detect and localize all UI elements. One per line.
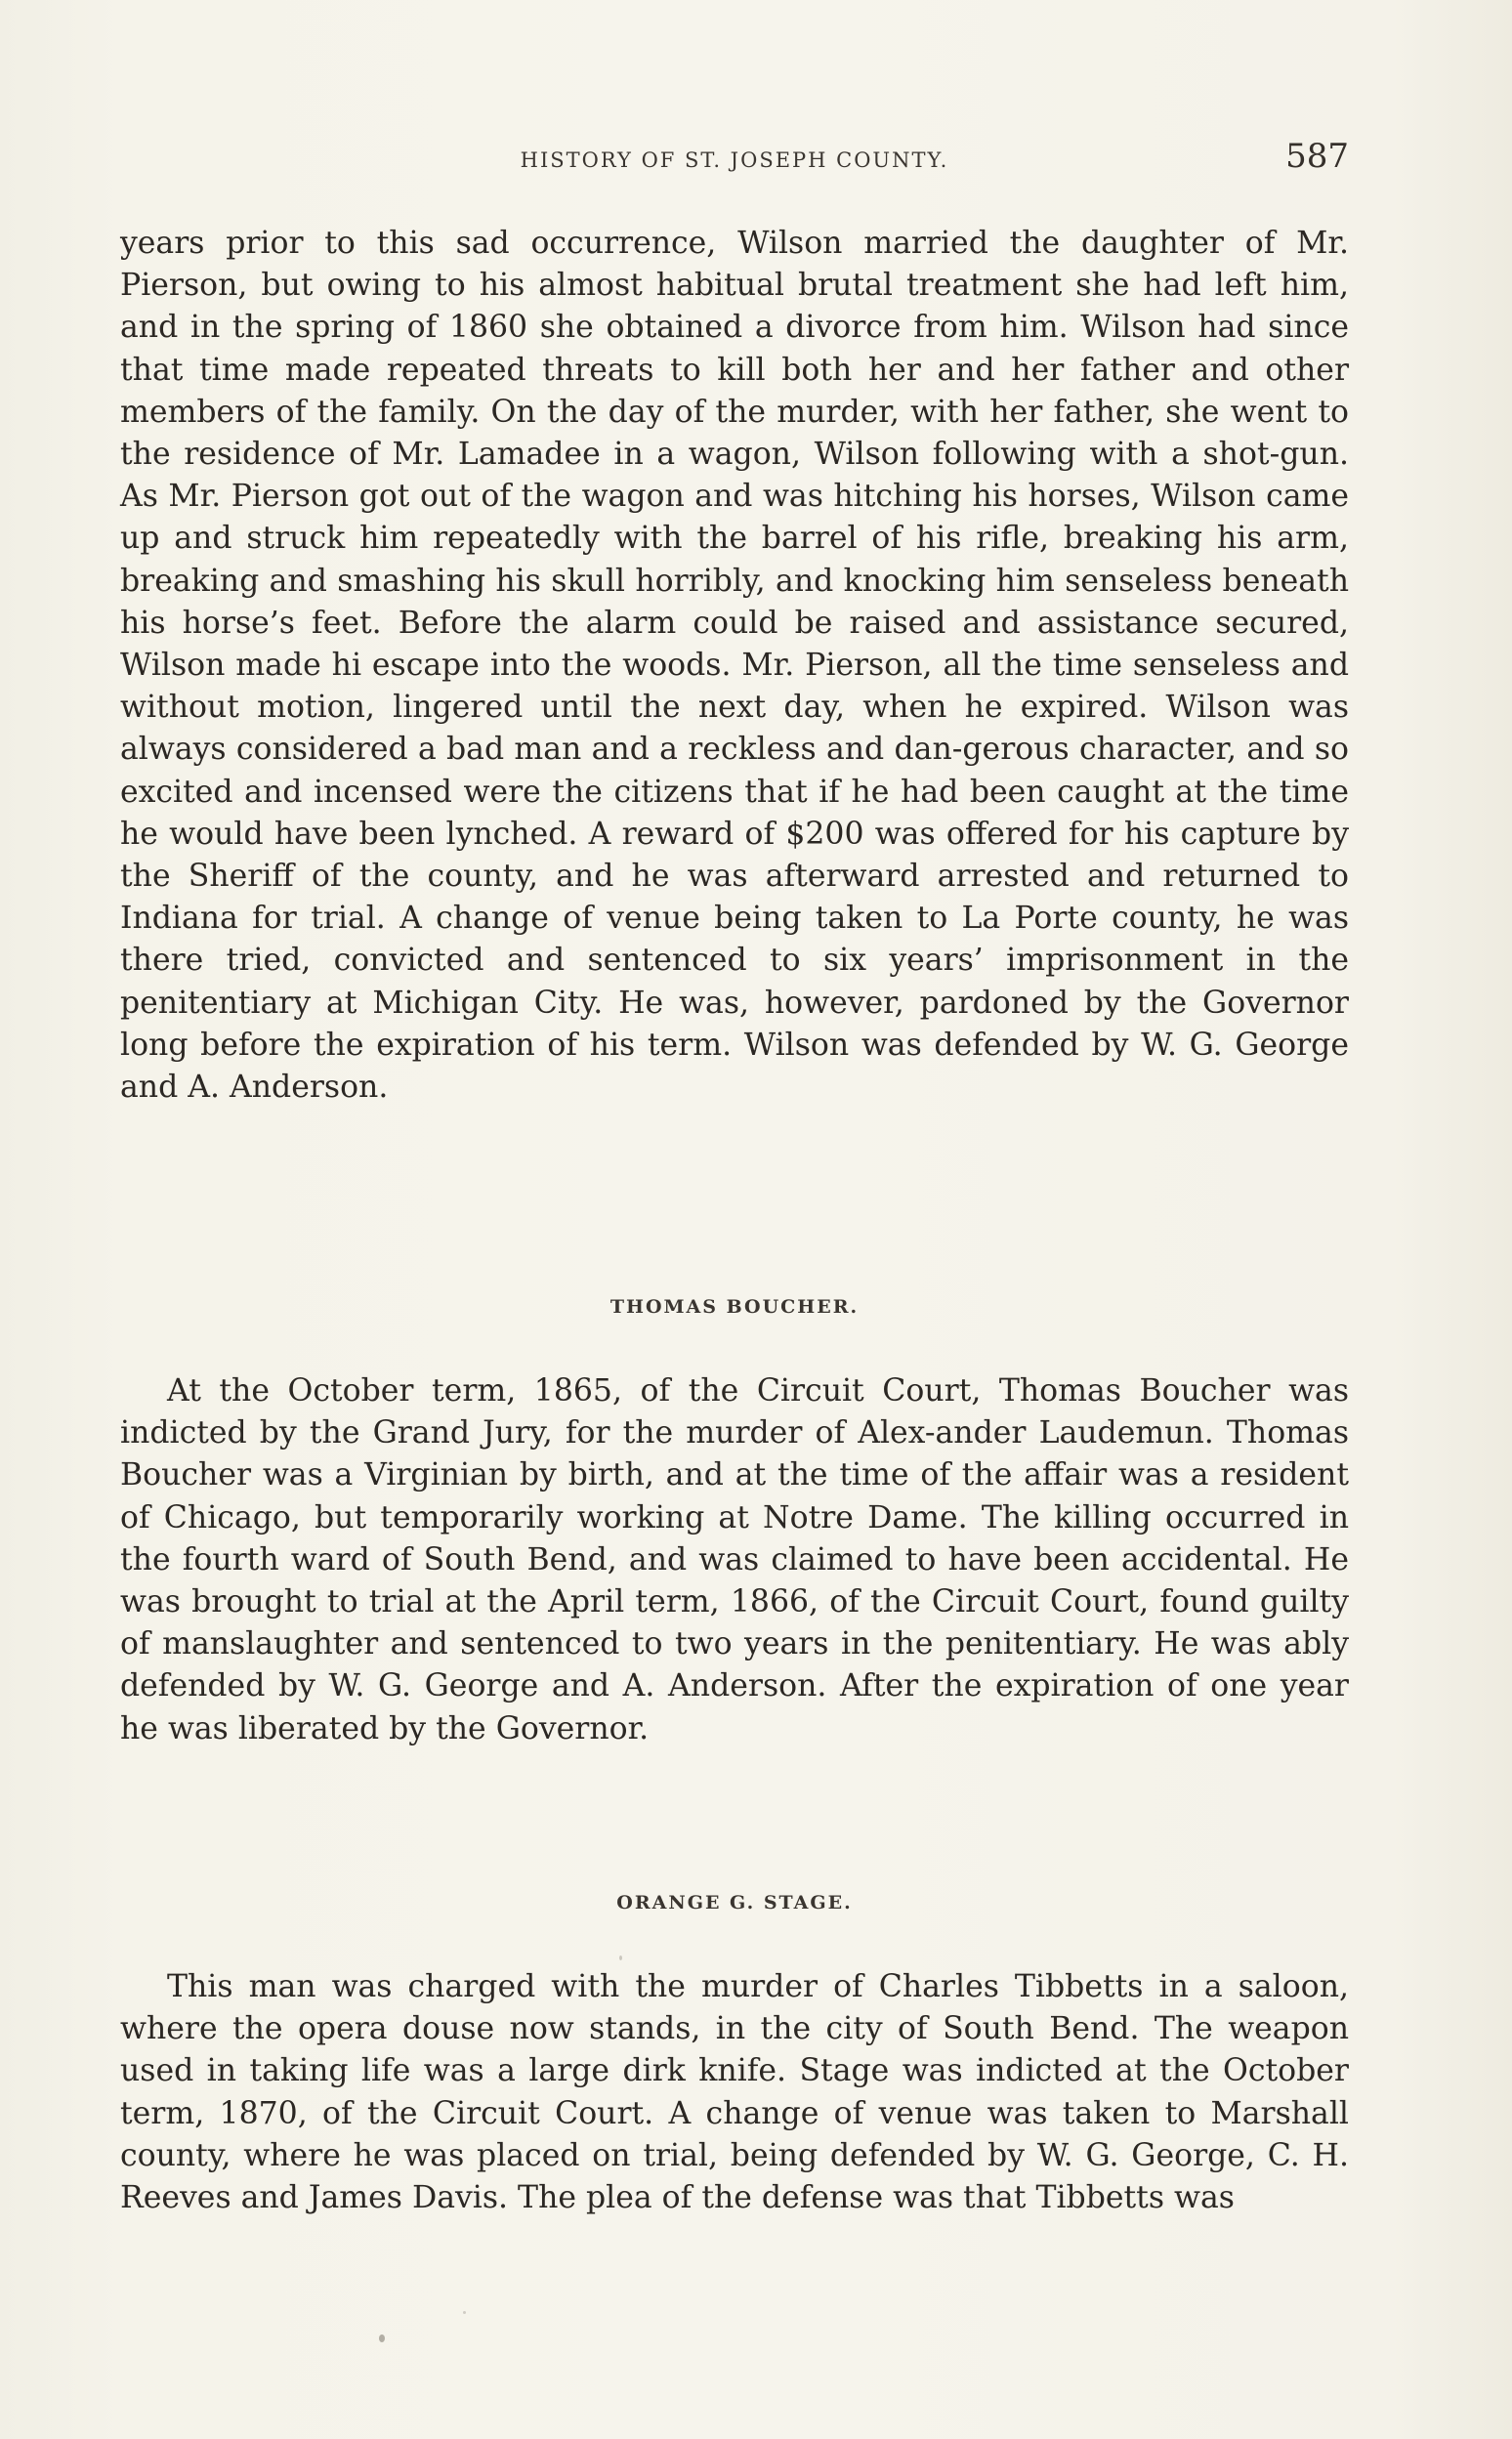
paragraph-orange-g-stage: This man was charged with the murder of Charles Tibbetts in a saloon, where the opera douse now stands, in the city of South Bend. The weapon used in taking life was a large dirk knife. Stage was indicted at the October term, 1870, of the Circuit Court. A change of venue was taken to Marshall county, where he was placed on trial, being defended by W. G. George, C. H. Reeves and James Davis. The plea of the defense was that Tibbetts was <box>120 1969 1349 2216</box>
page-number: 587 <box>1285 137 1349 176</box>
continued-paragraph: years prior to this sad occurrence, Wilson married the daughter of Mr. Pierson, but owing to his almost habitual brutal treatment she had left him, and in the spring of 1860 she obtained a divorce from him. Wilson had since that time made repeated threats to kill both her and her father and other members of the family. On the day of the murder, with her father, she went to the residence of Mr. Lamadee in a wagon, Wilson following with a shot-gun. As Mr. Pierson got out of the wagon and was hitching his horses, Wilson came up and struck him repeatedly with the barrel of his rifle, breaking his arm, breaking and smashing his skull horribly, and knocking him senseless beneath his horse’s feet. Before the alarm could be raised and assistance secured, Wilson made hi escape into the woods. Mr. Pierson, all the time senseless and without motion, lingered until the next day, when he expired. Wilson was always considered a bad man and a reckless and dan-gerous character, and so excited and incensed were the citizens that if he had been caught at the time he would have been lynched. A reward of $200 was offered for his capture by the Sheriff of the county, and he was afterward arrested and returned to Indiana for trial. A change of venue being taken to La Porte county, he was there tried, convicted and sentenced to six years’ imprisonment in the penitentiary at Michigan City. He was, however, pardoned by the Governor long before the expiration of his term. Wilson was defended by W. G. George and A. Anderson. <box>120 226 1349 1106</box>
paper-speck <box>463 2311 466 2314</box>
section-heading-thomas-boucher: THOMAS BOUCHER. <box>609 1296 860 1318</box>
paper-speck <box>379 2334 385 2342</box>
paper-speck <box>619 1955 622 1960</box>
continued-paragraph-block <box>120 223 1349 1109</box>
running-title: HISTORY OF ST. JOSEPH COUNTY. <box>520 148 949 172</box>
paragraph-thomas-boucher: At the October term, 1865, of the Circuit Court, Thomas Boucher was indicted by the Grand Jury, for the murder of Alex-ander Laudemun. Thomas Boucher was a Virginian by birth, and at the time of the affair was a resident of Chicago, but temporarily working at Notre Dame. The killing occurred in the fourth ward of South Bend, and was claimed to have been accidental. He was brought to trial at the April term, 1866, of the Circuit Court, found guilty of manslaughter and sentenced to two years in the penitentiary. He was ably defended by W. G. George and A. Anderson. After the expiration of one year he was liberated by the Governor. <box>120 1373 1349 1746</box>
running-header <box>120 137 1349 186</box>
section-body-thomas-boucher <box>120 1370 1349 1750</box>
section-body-orange-g-stage <box>120 1966 1349 2219</box>
section-heading-orange-g-stage: ORANGE G. STAGE. <box>616 1892 853 1913</box>
